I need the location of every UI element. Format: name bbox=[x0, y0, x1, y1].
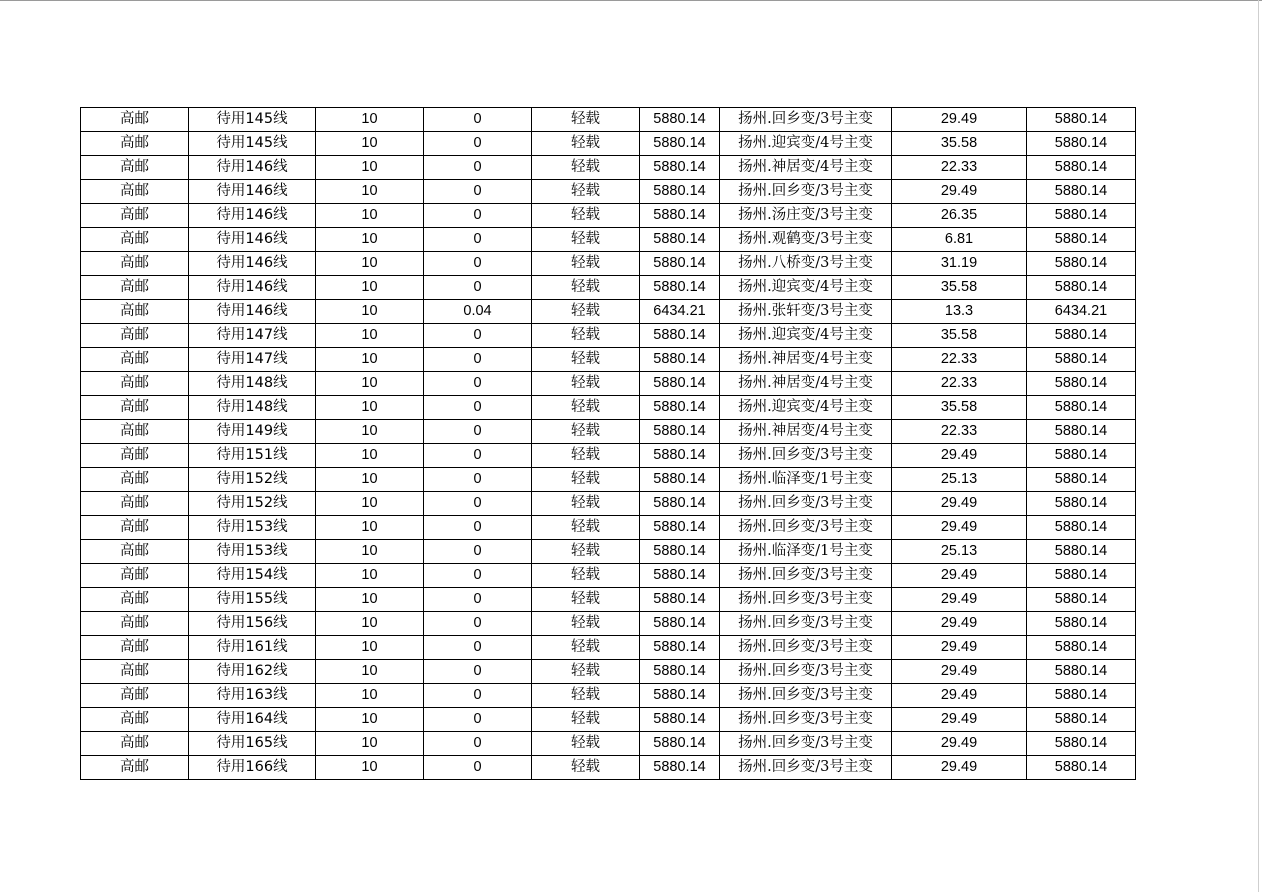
capacity-cell: 5880.14 bbox=[640, 516, 720, 540]
load-status-cell: 轻载 bbox=[532, 684, 640, 708]
load-status-cell: 轻载 bbox=[532, 348, 640, 372]
line-name-cell: 待用146线 bbox=[189, 252, 316, 276]
table-row bbox=[81, 276, 1136, 300]
load-rate-cell: 0 bbox=[424, 324, 532, 348]
substation-load-cell: 22.33 bbox=[892, 348, 1027, 372]
voltage-cell: 10 bbox=[316, 732, 424, 756]
table-row bbox=[81, 732, 1136, 756]
region-cell: 高邮 bbox=[81, 588, 189, 612]
table-row bbox=[81, 252, 1136, 276]
region-cell: 高邮 bbox=[81, 228, 189, 252]
region-cell: 高邮 bbox=[81, 636, 189, 660]
line-name-cell: 待用146线 bbox=[189, 156, 316, 180]
substation-load-cell: 29.49 bbox=[892, 588, 1027, 612]
line-name-cell: 待用149线 bbox=[189, 420, 316, 444]
region-cell: 高邮 bbox=[81, 564, 189, 588]
total-capacity-cell: 5880.14 bbox=[1027, 468, 1136, 492]
line-name-cell: 待用163线 bbox=[189, 684, 316, 708]
total-capacity-cell: 5880.14 bbox=[1027, 444, 1136, 468]
total-capacity-cell: 5880.14 bbox=[1027, 276, 1136, 300]
total-capacity-cell: 5880.14 bbox=[1027, 636, 1136, 660]
table-row bbox=[81, 708, 1136, 732]
line-name-cell: 待用145线 bbox=[189, 108, 316, 132]
total-capacity-cell: 5880.14 bbox=[1027, 420, 1136, 444]
voltage-cell: 10 bbox=[316, 132, 424, 156]
load-status-cell: 轻载 bbox=[532, 324, 640, 348]
load-rate-cell: 0 bbox=[424, 468, 532, 492]
substation-load-cell: 13.3 bbox=[892, 300, 1027, 324]
table-row bbox=[81, 300, 1136, 324]
total-capacity-cell: 5880.14 bbox=[1027, 660, 1136, 684]
load-rate-cell: 0 bbox=[424, 444, 532, 468]
load-rate-cell: 0 bbox=[424, 228, 532, 252]
total-capacity-cell: 5880.14 bbox=[1027, 372, 1136, 396]
total-capacity-cell: 5880.14 bbox=[1027, 348, 1136, 372]
line-name-cell: 待用153线 bbox=[189, 540, 316, 564]
region-cell: 高邮 bbox=[81, 732, 189, 756]
substation-cell: 扬州.神居变/4号主变 bbox=[720, 156, 892, 180]
substation-cell: 扬州.迎宾变/4号主变 bbox=[720, 396, 892, 420]
table-row bbox=[81, 180, 1136, 204]
voltage-cell: 10 bbox=[316, 228, 424, 252]
substation-cell: 扬州.临泽变/1号主变 bbox=[720, 540, 892, 564]
load-status-cell: 轻载 bbox=[532, 492, 640, 516]
table-row bbox=[81, 228, 1136, 252]
load-status-cell: 轻载 bbox=[532, 252, 640, 276]
load-rate-cell: 0 bbox=[424, 156, 532, 180]
capacity-cell: 5880.14 bbox=[640, 636, 720, 660]
region-cell: 高邮 bbox=[81, 660, 189, 684]
capacity-cell: 5880.14 bbox=[640, 180, 720, 204]
load-rate-cell: 0 bbox=[424, 276, 532, 300]
substation-load-cell: 29.49 bbox=[892, 684, 1027, 708]
substation-load-cell: 29.49 bbox=[892, 516, 1027, 540]
load-rate-cell: 0.04 bbox=[424, 300, 532, 324]
capacity-cell: 5880.14 bbox=[640, 204, 720, 228]
load-status-cell: 轻载 bbox=[532, 108, 640, 132]
load-rate-cell: 0 bbox=[424, 204, 532, 228]
region-cell: 高邮 bbox=[81, 684, 189, 708]
table-row bbox=[81, 108, 1136, 132]
capacity-cell: 5880.14 bbox=[640, 732, 720, 756]
total-capacity-cell: 5880.14 bbox=[1027, 564, 1136, 588]
table-row bbox=[81, 468, 1136, 492]
substation-cell: 扬州.回乡变/3号主变 bbox=[720, 660, 892, 684]
region-cell: 高邮 bbox=[81, 396, 189, 420]
substation-cell: 扬州.观鹤变/3号主变 bbox=[720, 228, 892, 252]
region-cell: 高邮 bbox=[81, 324, 189, 348]
load-status-cell: 轻载 bbox=[532, 420, 640, 444]
load-rate-cell: 0 bbox=[424, 492, 532, 516]
region-cell: 高邮 bbox=[81, 540, 189, 564]
voltage-cell: 10 bbox=[316, 204, 424, 228]
load-rate-cell: 0 bbox=[424, 732, 532, 756]
substation-load-cell: 25.13 bbox=[892, 540, 1027, 564]
table-row bbox=[81, 636, 1136, 660]
voltage-cell: 10 bbox=[316, 396, 424, 420]
substation-cell: 扬州.回乡变/3号主变 bbox=[720, 756, 892, 780]
total-capacity-cell: 5880.14 bbox=[1027, 252, 1136, 276]
line-name-cell: 待用148线 bbox=[189, 372, 316, 396]
capacity-cell: 5880.14 bbox=[640, 324, 720, 348]
substation-cell: 扬州.回乡变/3号主变 bbox=[720, 636, 892, 660]
load-rate-cell: 0 bbox=[424, 660, 532, 684]
total-capacity-cell: 5880.14 bbox=[1027, 396, 1136, 420]
line-name-cell: 待用152线 bbox=[189, 468, 316, 492]
load-status-cell: 轻载 bbox=[532, 156, 640, 180]
table-row bbox=[81, 348, 1136, 372]
load-status-cell: 轻载 bbox=[532, 540, 640, 564]
substation-load-cell: 6.81 bbox=[892, 228, 1027, 252]
capacity-cell: 5880.14 bbox=[640, 372, 720, 396]
load-rate-cell: 0 bbox=[424, 684, 532, 708]
region-cell: 高邮 bbox=[81, 108, 189, 132]
substation-cell: 扬州.神居变/4号主变 bbox=[720, 372, 892, 396]
region-cell: 高邮 bbox=[81, 372, 189, 396]
line-name-cell: 待用162线 bbox=[189, 660, 316, 684]
substation-cell: 扬州.张轩变/3号主变 bbox=[720, 300, 892, 324]
table-row bbox=[81, 756, 1136, 780]
total-capacity-cell: 6434.21 bbox=[1027, 300, 1136, 324]
region-cell: 高邮 bbox=[81, 444, 189, 468]
capacity-cell: 5880.14 bbox=[640, 540, 720, 564]
capacity-cell: 5880.14 bbox=[640, 252, 720, 276]
capacity-cell: 5880.14 bbox=[640, 348, 720, 372]
substation-load-cell: 29.49 bbox=[892, 708, 1027, 732]
load-status-cell: 轻载 bbox=[532, 732, 640, 756]
region-cell: 高邮 bbox=[81, 516, 189, 540]
page-top-border bbox=[0, 0, 1262, 1]
substation-cell: 扬州.回乡变/3号主变 bbox=[720, 588, 892, 612]
line-name-cell: 待用165线 bbox=[189, 732, 316, 756]
load-rate-cell: 0 bbox=[424, 132, 532, 156]
load-status-cell: 轻载 bbox=[532, 444, 640, 468]
voltage-cell: 10 bbox=[316, 612, 424, 636]
load-status-cell: 轻载 bbox=[532, 756, 640, 780]
voltage-cell: 10 bbox=[316, 372, 424, 396]
capacity-cell: 5880.14 bbox=[640, 660, 720, 684]
region-cell: 高邮 bbox=[81, 492, 189, 516]
capacity-cell: 5880.14 bbox=[640, 108, 720, 132]
load-rate-cell: 0 bbox=[424, 420, 532, 444]
load-status-cell: 轻载 bbox=[532, 468, 640, 492]
table-row bbox=[81, 132, 1136, 156]
total-capacity-cell: 5880.14 bbox=[1027, 612, 1136, 636]
line-name-cell: 待用152线 bbox=[189, 492, 316, 516]
load-status-cell: 轻载 bbox=[532, 372, 640, 396]
voltage-cell: 10 bbox=[316, 300, 424, 324]
table-row bbox=[81, 516, 1136, 540]
line-name-cell: 待用153线 bbox=[189, 516, 316, 540]
voltage-cell: 10 bbox=[316, 636, 424, 660]
capacity-cell: 5880.14 bbox=[640, 492, 720, 516]
line-name-cell: 待用146线 bbox=[189, 300, 316, 324]
voltage-cell: 10 bbox=[316, 180, 424, 204]
voltage-cell: 10 bbox=[316, 660, 424, 684]
load-status-cell: 轻载 bbox=[532, 564, 640, 588]
capacity-cell: 5880.14 bbox=[640, 708, 720, 732]
capacity-cell: 5880.14 bbox=[640, 420, 720, 444]
capacity-cell: 5880.14 bbox=[640, 468, 720, 492]
substation-load-cell: 31.19 bbox=[892, 252, 1027, 276]
load-rate-cell: 0 bbox=[424, 180, 532, 204]
line-name-cell: 待用146线 bbox=[189, 228, 316, 252]
region-cell: 高邮 bbox=[81, 612, 189, 636]
table-row bbox=[81, 420, 1136, 444]
table-row bbox=[81, 156, 1136, 180]
load-rate-cell: 0 bbox=[424, 612, 532, 636]
load-status-cell: 轻载 bbox=[532, 516, 640, 540]
voltage-cell: 10 bbox=[316, 684, 424, 708]
voltage-cell: 10 bbox=[316, 492, 424, 516]
total-capacity-cell: 5880.14 bbox=[1027, 132, 1136, 156]
substation-cell: 扬州.迎宾变/4号主变 bbox=[720, 324, 892, 348]
table-row bbox=[81, 492, 1136, 516]
load-status-cell: 轻载 bbox=[532, 636, 640, 660]
total-capacity-cell: 5880.14 bbox=[1027, 756, 1136, 780]
voltage-cell: 10 bbox=[316, 324, 424, 348]
line-name-cell: 待用145线 bbox=[189, 132, 316, 156]
line-name-cell: 待用146线 bbox=[189, 276, 316, 300]
table-body bbox=[81, 108, 1136, 780]
total-capacity-cell: 5880.14 bbox=[1027, 324, 1136, 348]
substation-cell: 扬州.临泽变/1号主变 bbox=[720, 468, 892, 492]
voltage-cell: 10 bbox=[316, 756, 424, 780]
voltage-cell: 10 bbox=[316, 564, 424, 588]
region-cell: 高邮 bbox=[81, 180, 189, 204]
line-name-cell: 待用148线 bbox=[189, 396, 316, 420]
substation-load-cell: 35.58 bbox=[892, 396, 1027, 420]
substation-load-cell: 35.58 bbox=[892, 132, 1027, 156]
load-status-cell: 轻载 bbox=[532, 132, 640, 156]
region-cell: 高邮 bbox=[81, 708, 189, 732]
substation-load-cell: 35.58 bbox=[892, 276, 1027, 300]
line-name-cell: 待用156线 bbox=[189, 612, 316, 636]
region-cell: 高邮 bbox=[81, 204, 189, 228]
substation-load-cell: 26.35 bbox=[892, 204, 1027, 228]
total-capacity-cell: 5880.14 bbox=[1027, 204, 1136, 228]
region-cell: 高邮 bbox=[81, 252, 189, 276]
voltage-cell: 10 bbox=[316, 420, 424, 444]
table-row bbox=[81, 372, 1136, 396]
substation-load-cell: 22.33 bbox=[892, 372, 1027, 396]
substation-cell: 扬州.迎宾变/4号主变 bbox=[720, 276, 892, 300]
capacity-cell: 5880.14 bbox=[640, 276, 720, 300]
capacity-cell: 5880.14 bbox=[640, 156, 720, 180]
region-cell: 高邮 bbox=[81, 300, 189, 324]
voltage-cell: 10 bbox=[316, 252, 424, 276]
line-name-cell: 待用146线 bbox=[189, 180, 316, 204]
substation-load-cell: 29.49 bbox=[892, 444, 1027, 468]
line-name-cell: 待用161线 bbox=[189, 636, 316, 660]
load-status-cell: 轻载 bbox=[532, 612, 640, 636]
line-name-cell: 待用164线 bbox=[189, 708, 316, 732]
substation-cell: 扬州.八桥变/3号主变 bbox=[720, 252, 892, 276]
load-rate-cell: 0 bbox=[424, 636, 532, 660]
voltage-cell: 10 bbox=[316, 588, 424, 612]
substation-load-cell: 29.49 bbox=[892, 732, 1027, 756]
table-row bbox=[81, 204, 1136, 228]
substation-cell: 扬州.回乡变/3号主变 bbox=[720, 492, 892, 516]
load-rate-cell: 0 bbox=[424, 708, 532, 732]
voltage-cell: 10 bbox=[316, 540, 424, 564]
load-rate-cell: 0 bbox=[424, 588, 532, 612]
table-row bbox=[81, 540, 1136, 564]
substation-cell: 扬州.回乡变/3号主变 bbox=[720, 516, 892, 540]
region-cell: 高邮 bbox=[81, 156, 189, 180]
line-name-cell: 待用154线 bbox=[189, 564, 316, 588]
total-capacity-cell: 5880.14 bbox=[1027, 684, 1136, 708]
substation-load-cell: 29.49 bbox=[892, 108, 1027, 132]
load-rate-cell: 0 bbox=[424, 540, 532, 564]
total-capacity-cell: 5880.14 bbox=[1027, 540, 1136, 564]
table-row bbox=[81, 612, 1136, 636]
substation-load-cell: 35.58 bbox=[892, 324, 1027, 348]
capacity-cell: 5880.14 bbox=[640, 684, 720, 708]
substation-cell: 扬州.回乡变/3号主变 bbox=[720, 684, 892, 708]
substation-cell: 扬州.神居变/4号主变 bbox=[720, 348, 892, 372]
capacity-cell: 5880.14 bbox=[640, 444, 720, 468]
table-row bbox=[81, 396, 1136, 420]
region-cell: 高邮 bbox=[81, 420, 189, 444]
capacity-cell: 5880.14 bbox=[640, 756, 720, 780]
voltage-cell: 10 bbox=[316, 516, 424, 540]
substation-load-cell: 29.49 bbox=[892, 492, 1027, 516]
capacity-cell: 5880.14 bbox=[640, 228, 720, 252]
line-name-cell: 待用147线 bbox=[189, 348, 316, 372]
voltage-cell: 10 bbox=[316, 276, 424, 300]
voltage-cell: 10 bbox=[316, 708, 424, 732]
load-rate-cell: 0 bbox=[424, 756, 532, 780]
substation-cell: 扬州.回乡变/3号主变 bbox=[720, 612, 892, 636]
total-capacity-cell: 5880.14 bbox=[1027, 588, 1136, 612]
line-name-cell: 待用155线 bbox=[189, 588, 316, 612]
total-capacity-cell: 5880.14 bbox=[1027, 180, 1136, 204]
load-status-cell: 轻载 bbox=[532, 396, 640, 420]
page-right-border bbox=[1258, 0, 1259, 892]
substation-load-cell: 29.49 bbox=[892, 660, 1027, 684]
substation-cell: 扬州.汤庄变/3号主变 bbox=[720, 204, 892, 228]
line-name-cell: 待用166线 bbox=[189, 756, 316, 780]
load-rate-cell: 0 bbox=[424, 108, 532, 132]
total-capacity-cell: 5880.14 bbox=[1027, 492, 1136, 516]
capacity-cell: 5880.14 bbox=[640, 564, 720, 588]
region-cell: 高邮 bbox=[81, 468, 189, 492]
data-table bbox=[80, 107, 1136, 780]
region-cell: 高邮 bbox=[81, 132, 189, 156]
voltage-cell: 10 bbox=[316, 444, 424, 468]
line-name-cell: 待用147线 bbox=[189, 324, 316, 348]
substation-load-cell: 29.49 bbox=[892, 180, 1027, 204]
substation-load-cell: 22.33 bbox=[892, 156, 1027, 180]
voltage-cell: 10 bbox=[316, 468, 424, 492]
substation-load-cell: 29.49 bbox=[892, 612, 1027, 636]
voltage-cell: 10 bbox=[316, 156, 424, 180]
substation-cell: 扬州.迎宾变/4号主变 bbox=[720, 132, 892, 156]
substation-cell: 扬州.回乡变/3号主变 bbox=[720, 708, 892, 732]
region-cell: 高邮 bbox=[81, 756, 189, 780]
substation-load-cell: 25.13 bbox=[892, 468, 1027, 492]
voltage-cell: 10 bbox=[316, 348, 424, 372]
table-row bbox=[81, 444, 1136, 468]
load-status-cell: 轻载 bbox=[532, 204, 640, 228]
table-row bbox=[81, 684, 1136, 708]
total-capacity-cell: 5880.14 bbox=[1027, 228, 1136, 252]
table-row bbox=[81, 564, 1136, 588]
load-rate-cell: 0 bbox=[424, 516, 532, 540]
substation-cell: 扬州.回乡变/3号主变 bbox=[720, 732, 892, 756]
line-name-cell: 待用146线 bbox=[189, 204, 316, 228]
region-cell: 高邮 bbox=[81, 348, 189, 372]
load-status-cell: 轻载 bbox=[532, 276, 640, 300]
substation-cell: 扬州.回乡变/3号主变 bbox=[720, 108, 892, 132]
substation-load-cell: 29.49 bbox=[892, 756, 1027, 780]
line-name-cell: 待用151线 bbox=[189, 444, 316, 468]
substation-cell: 扬州.回乡变/3号主变 bbox=[720, 564, 892, 588]
load-status-cell: 轻载 bbox=[532, 228, 640, 252]
load-rate-cell: 0 bbox=[424, 252, 532, 276]
total-capacity-cell: 5880.14 bbox=[1027, 708, 1136, 732]
substation-load-cell: 22.33 bbox=[892, 420, 1027, 444]
load-status-cell: 轻载 bbox=[532, 180, 640, 204]
capacity-cell: 5880.14 bbox=[640, 396, 720, 420]
load-rate-cell: 0 bbox=[424, 372, 532, 396]
capacity-cell: 5880.14 bbox=[640, 588, 720, 612]
table-row bbox=[81, 660, 1136, 684]
substation-load-cell: 29.49 bbox=[892, 636, 1027, 660]
load-status-cell: 轻载 bbox=[532, 300, 640, 324]
load-status-cell: 轻载 bbox=[532, 588, 640, 612]
total-capacity-cell: 5880.14 bbox=[1027, 516, 1136, 540]
capacity-cell: 5880.14 bbox=[640, 132, 720, 156]
region-cell: 高邮 bbox=[81, 276, 189, 300]
substation-cell: 扬州.回乡变/3号主变 bbox=[720, 180, 892, 204]
capacity-cell: 5880.14 bbox=[640, 612, 720, 636]
substation-cell: 扬州.回乡变/3号主变 bbox=[720, 444, 892, 468]
total-capacity-cell: 5880.14 bbox=[1027, 108, 1136, 132]
substation-load-cell: 29.49 bbox=[892, 564, 1027, 588]
voltage-cell: 10 bbox=[316, 108, 424, 132]
load-rate-cell: 0 bbox=[424, 396, 532, 420]
load-status-cell: 轻载 bbox=[532, 660, 640, 684]
total-capacity-cell: 5880.14 bbox=[1027, 732, 1136, 756]
total-capacity-cell: 5880.14 bbox=[1027, 156, 1136, 180]
table-row bbox=[81, 588, 1136, 612]
load-rate-cell: 0 bbox=[424, 564, 532, 588]
load-status-cell: 轻载 bbox=[532, 708, 640, 732]
table-row bbox=[81, 324, 1136, 348]
capacity-cell: 6434.21 bbox=[640, 300, 720, 324]
substation-cell: 扬州.神居变/4号主变 bbox=[720, 420, 892, 444]
load-rate-cell: 0 bbox=[424, 348, 532, 372]
